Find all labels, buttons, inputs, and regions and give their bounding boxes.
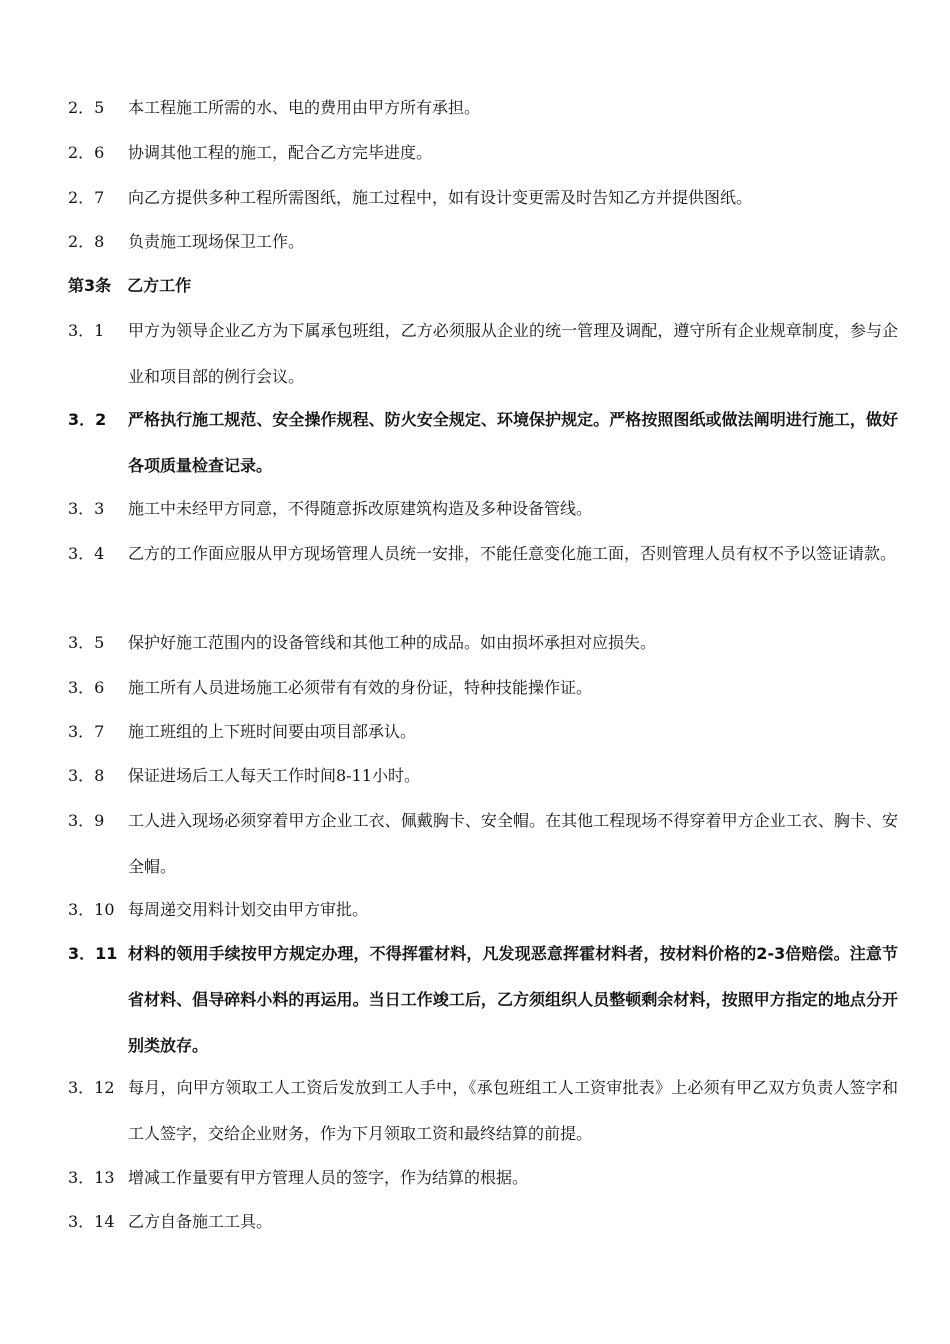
clause-text: 乙方的工作面应服从甲方现场管理人员统一安排，不能任意变化施工面，否则管理人员有权不予以签证请款。	[128, 544, 897, 563]
clause-number: 3．3	[68, 499, 105, 518]
clause-3-14	[68, 1199, 898, 1245]
clause-2-6	[68, 130, 898, 176]
clause-text: 向乙方提供多种工程所需图纸，施工过程中，如有设计变更需及时告知乙方并提供图纸。	[128, 188, 753, 207]
clause-text: 施工班组的上下班时间要由项目部承认。	[128, 722, 417, 741]
clause-3-12	[68, 1065, 898, 1157]
clause-3-8	[68, 753, 898, 799]
clause-3-4	[68, 531, 898, 577]
clause-3-6	[68, 665, 898, 711]
clause-text: 材料的领用手续按甲方规定办理，不得挥霍材料，凡发现恶意挥霍材料者，按材料价格的2-3倍赔偿。注意节省材料、倡导碎料小料的再运用。当日工作竣工后，乙方须组织人员整顿剩余材料，按照甲方指定的地点分开别类放存。	[128, 944, 898, 1055]
clause-number: 3．2	[68, 410, 107, 429]
clause-text: 保证进场后工人每天工作时间8-11小时。	[128, 766, 420, 785]
clause-3-2	[68, 397, 898, 489]
clause-number: 3．9	[68, 811, 105, 830]
clause-text: 增减工作量要有甲方管理人员的签字，作为结算的根据。	[128, 1168, 529, 1187]
clause-3-13	[68, 1155, 898, 1201]
clause-3-7	[68, 709, 898, 755]
clause-text: 甲方为领导企业乙方为下属承包班组，乙方必须服从企业的统一管理及调配，遵守所有企业规章制度，参与企业和项目部的例行会议。	[128, 321, 898, 386]
clause-3-9	[68, 798, 898, 890]
clause-number: 3．7	[68, 722, 105, 741]
clause-number: 3．1	[68, 321, 105, 340]
clause-2-8	[68, 219, 898, 265]
clause-text: 乙方自备施工工具。	[128, 1212, 273, 1231]
clause-2-5	[68, 85, 898, 131]
clause-3-10	[68, 887, 898, 933]
clause-3-5	[68, 620, 898, 666]
clause-number: 2．8	[68, 232, 105, 251]
clause-number: 3．6	[68, 678, 105, 697]
clause-text: 每月，向甲方领取工人工资后发放到工人手中，《承包班组工人工资审批表》上必须有甲乙双方负责人签字和工人签字，交给企业财务，作为下月领取工资和最终结算的前提。	[128, 1078, 898, 1143]
clause-text: 每周递交用料计划交由甲方审批。	[128, 900, 369, 919]
clause-number: 3．10	[68, 900, 115, 919]
clause-text: 负责施工现场保卫工作。	[128, 232, 305, 251]
clause-text: 工人进入现场必须穿着甲方企业工衣、佩戴胸卡、安全帽。在其他工程现场不得穿着甲方企业工衣、胸卡、安全帽。	[128, 811, 898, 876]
clause-number: 3．14	[68, 1212, 115, 1231]
clause-number: 3．5	[68, 633, 105, 652]
clause-3-3	[68, 486, 898, 532]
clause-text: 本工程施工所需的水、电的费用由甲方所有承担。	[128, 98, 481, 117]
clause-text: 施工所有人员进场施工必须带有有效的身份证，特种技能操作证。	[128, 678, 593, 697]
clause-number: 3．11	[68, 944, 118, 963]
clause-number: 3．8	[68, 766, 105, 785]
clause-3-11	[68, 931, 898, 1069]
clause-text: 施工中未经甲方同意，不得随意拆改原建筑构造及多种设备管线。	[128, 499, 593, 518]
clause-number: 3．12	[68, 1078, 115, 1097]
clause-number: 2．6	[68, 143, 105, 162]
clause-3-1	[68, 308, 898, 400]
clause-text: 协调其他工程的施工，配合乙方完毕进度。	[128, 143, 433, 162]
clause-number: 2．7	[68, 188, 105, 207]
clause-2-7	[68, 175, 898, 221]
clause-number: 3．4	[68, 544, 105, 563]
clause-text: 严格执行施工规范、安全操作规程、防火安全规定、环境保护规定。严格按照图纸或做法阐明进行施工，做好各项质量检查记录。	[128, 410, 898, 475]
clause-number: 3．13	[68, 1168, 115, 1187]
clause-number: 2．5	[68, 98, 105, 117]
section-3-heading: 第3条 乙方工作	[68, 276, 192, 295]
clause-text: 保护好施工范围内的设备管线和其他工种的成品。如由损坏承担对应损失。	[128, 633, 657, 652]
